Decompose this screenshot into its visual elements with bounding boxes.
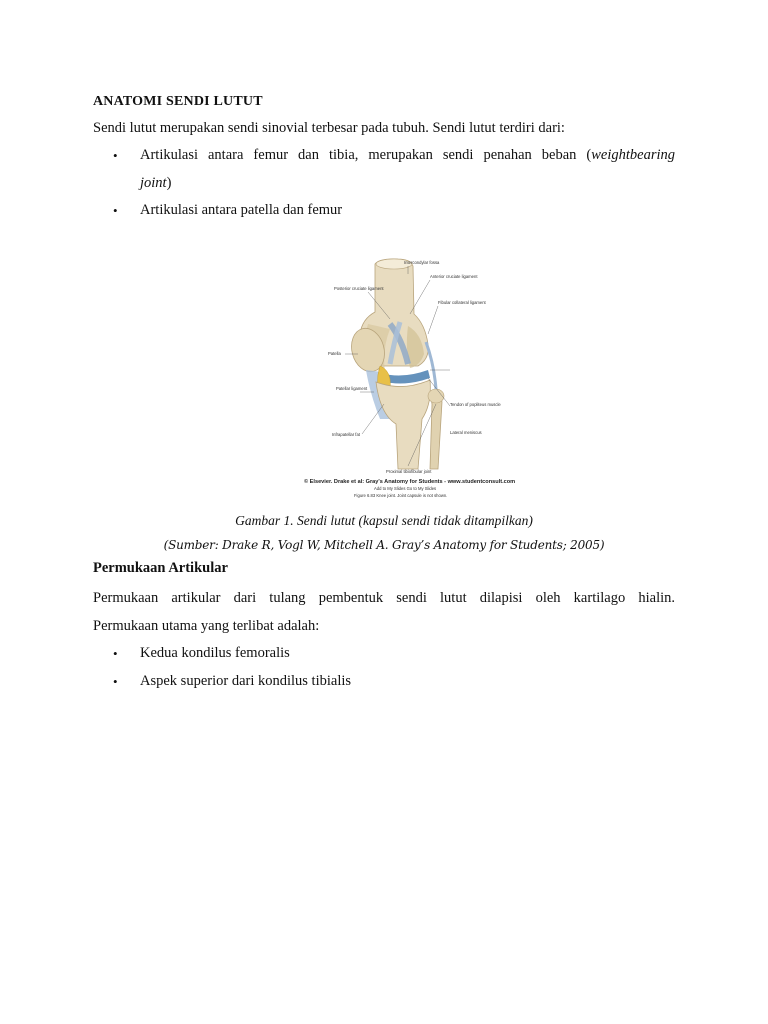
knee-joint-figure	[290, 254, 536, 502]
bullet-glyph: •	[113, 203, 118, 218]
figure-source: (Sumber: Drake R, Vogl W, Mitchell A. Gray’s Anatomy for Students; 2005)	[163, 538, 605, 552]
label-patellar-ligament: Patellar ligament	[336, 386, 368, 391]
label-infrapatellar-fat: Infrapatellar fat	[332, 432, 360, 437]
fibula-head-shape	[428, 389, 444, 403]
label-proximal-tibiofibular: Proximal tibiofibular joint	[386, 469, 432, 474]
label-anterior-cruciate: Anterior cruciate ligament	[430, 274, 478, 279]
tibia-shape	[376, 380, 430, 469]
knee-anatomy-illustration	[290, 254, 536, 502]
section-paragraph-line2: Permukaan utama yang terlibat adalah:	[93, 618, 320, 634]
label-patella: Patella	[328, 351, 341, 356]
section-paragraph-line1: Permukaan artikular dari tulang pembentuk sendi lutut dilapisi oleh kartilago hialin.	[93, 590, 675, 606]
figure-copyright: © Elsevier. Drake et al: Gray's Anatomy for Students - www.studentconsult.com	[304, 479, 516, 485]
bullet-glyph: •	[113, 646, 118, 661]
label-fibular-collateral: Fibular collateral ligament	[438, 300, 486, 305]
intro-paragraph: Sendi lutut merupakan sendi sinovial terbesar pada tubuh. Sendi lutut terdiri dari:	[93, 120, 565, 136]
bullet-glyph: •	[113, 148, 118, 163]
figure-slide-links[interactable]: Add to My Slides Go to My Slides	[374, 486, 437, 491]
document-title: ANATOMI SENDI LUTUT	[93, 94, 263, 109]
list-item-kondilus-tibialis: Aspek superior dari kondilus tibialis	[140, 673, 352, 689]
list-item-femur-tibia-cont: joint)	[140, 175, 172, 191]
bullet-glyph: •	[113, 674, 118, 689]
label-intercondylar-fossa: Intercondylar fossa	[404, 260, 440, 265]
section-heading: Permukaan Artikular	[93, 560, 228, 576]
label-tendon-popliteus: Tendon of popliteus muscle	[450, 402, 501, 407]
label-posterior-cruciate: Posterior cruciate ligament	[334, 286, 384, 291]
list-item-kondilus-femoralis: Kedua kondilus femoralis	[140, 645, 290, 661]
label-lateral-meniscus: Lateral meniscus	[450, 430, 482, 435]
list-item-femur-tibia: Artikulasi antara femur dan tibia, merupakan sendi penahan beban (weightbearing	[140, 147, 675, 163]
list-item-patella-femur: Artikulasi antara patella dan femur	[140, 202, 343, 218]
fibula-shape	[430, 394, 442, 469]
figure-caption: Gambar 1. Sendi lutut (kapsul sendi tidak ditampilkan)	[235, 513, 533, 528]
figure-note: Figure 6.83 Knee joint. Joint capsule is not shown.	[354, 493, 448, 498]
